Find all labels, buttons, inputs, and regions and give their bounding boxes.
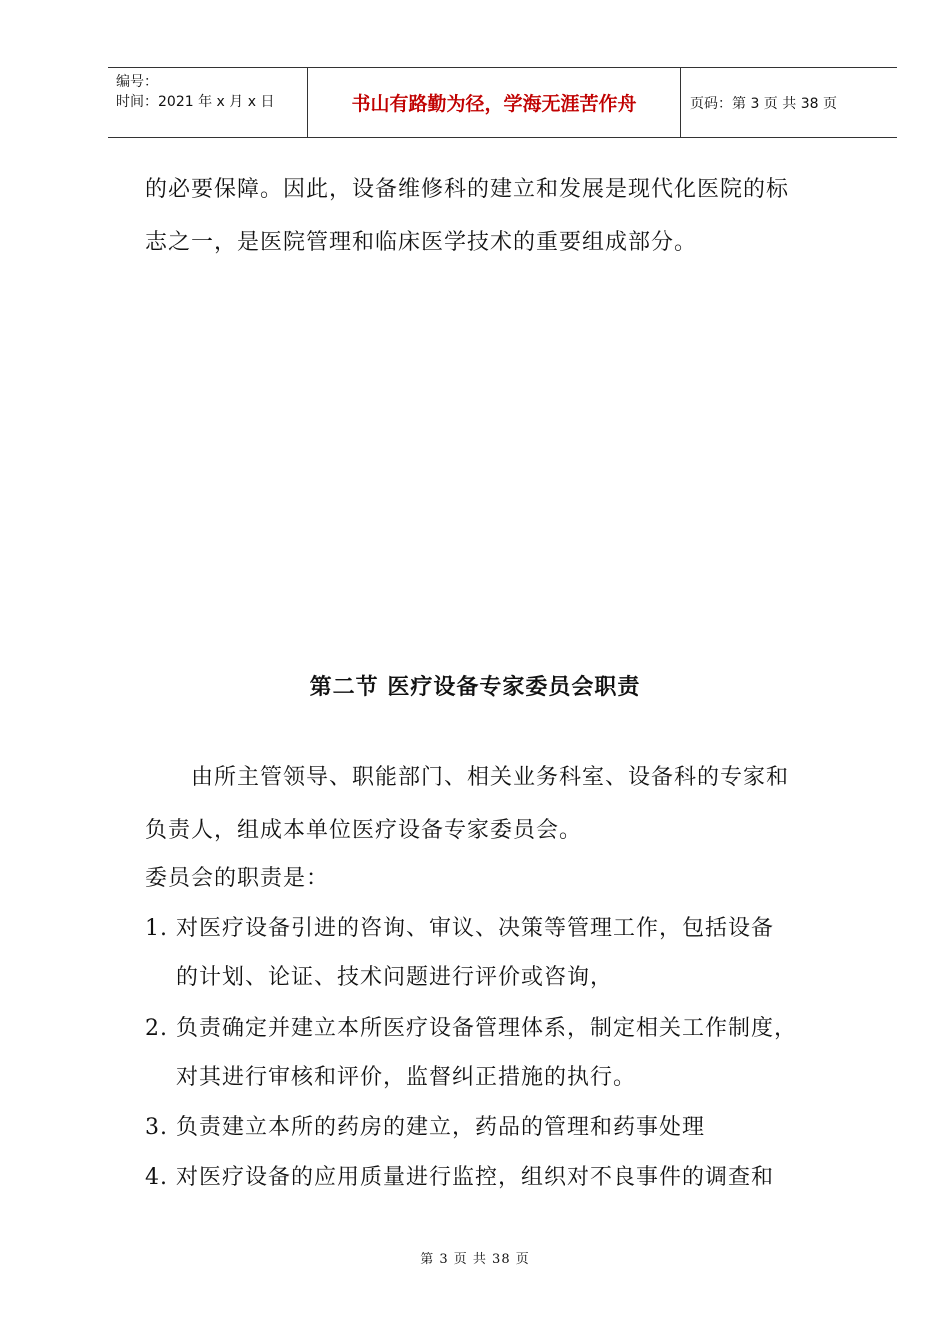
list-item-continued: 的计划、论证、技术问题进行评价或咨询， bbox=[145, 965, 613, 990]
motto-text: 书山有路勤为径，学海无涯苦作舟 bbox=[351, 93, 637, 115]
section-title: 第二节 医疗设备专家委员会职责 bbox=[309, 675, 641, 700]
paragraph-line: 负责人，组成本单位医疗设备专家委员会。 bbox=[145, 818, 583, 843]
body-line: 志之一，是医院管理和临床医学技术的重要组成部分。 bbox=[145, 230, 698, 255]
header-page-info bbox=[681, 68, 897, 137]
list-item-continued: 对其进行审核和评价，监督纠正措施的执行。 bbox=[145, 1065, 636, 1090]
number-label: 编号： bbox=[116, 74, 158, 90]
paragraph-line: 由所主管领导、职能部门、相关业务科室、设备科的专家和 bbox=[145, 765, 790, 790]
page-footer: 第 3 页 共 38 页 bbox=[420, 1252, 530, 1267]
header-motto bbox=[308, 68, 681, 137]
list-item: 3. 负责建立本所的药房的建立，药品的管理和药事处理 bbox=[145, 1115, 705, 1140]
header-meta bbox=[108, 68, 308, 137]
list-item: 2. 负责确定并建立本所医疗设备管理体系，制定相关工作制度， bbox=[145, 1016, 797, 1041]
body-line: 的必要保障。因此，设备维修科的建立和发展是现代化医院的标 bbox=[145, 177, 790, 202]
paragraph-line: 委员会的职责是： bbox=[145, 866, 330, 891]
page-info-text: 页码：第 3 页 共 38 页 bbox=[690, 95, 837, 112]
time-label: 时间：2021 年 x 月 x 日 bbox=[116, 94, 275, 110]
page-header bbox=[108, 67, 897, 138]
list-item: 1. 对医疗设备引进的咨询、审议、决策等管理工作，包括设备 bbox=[145, 916, 774, 941]
list-item: 4. 对医疗设备的应用质量进行监控，组织对不良事件的调查和 bbox=[145, 1165, 774, 1190]
